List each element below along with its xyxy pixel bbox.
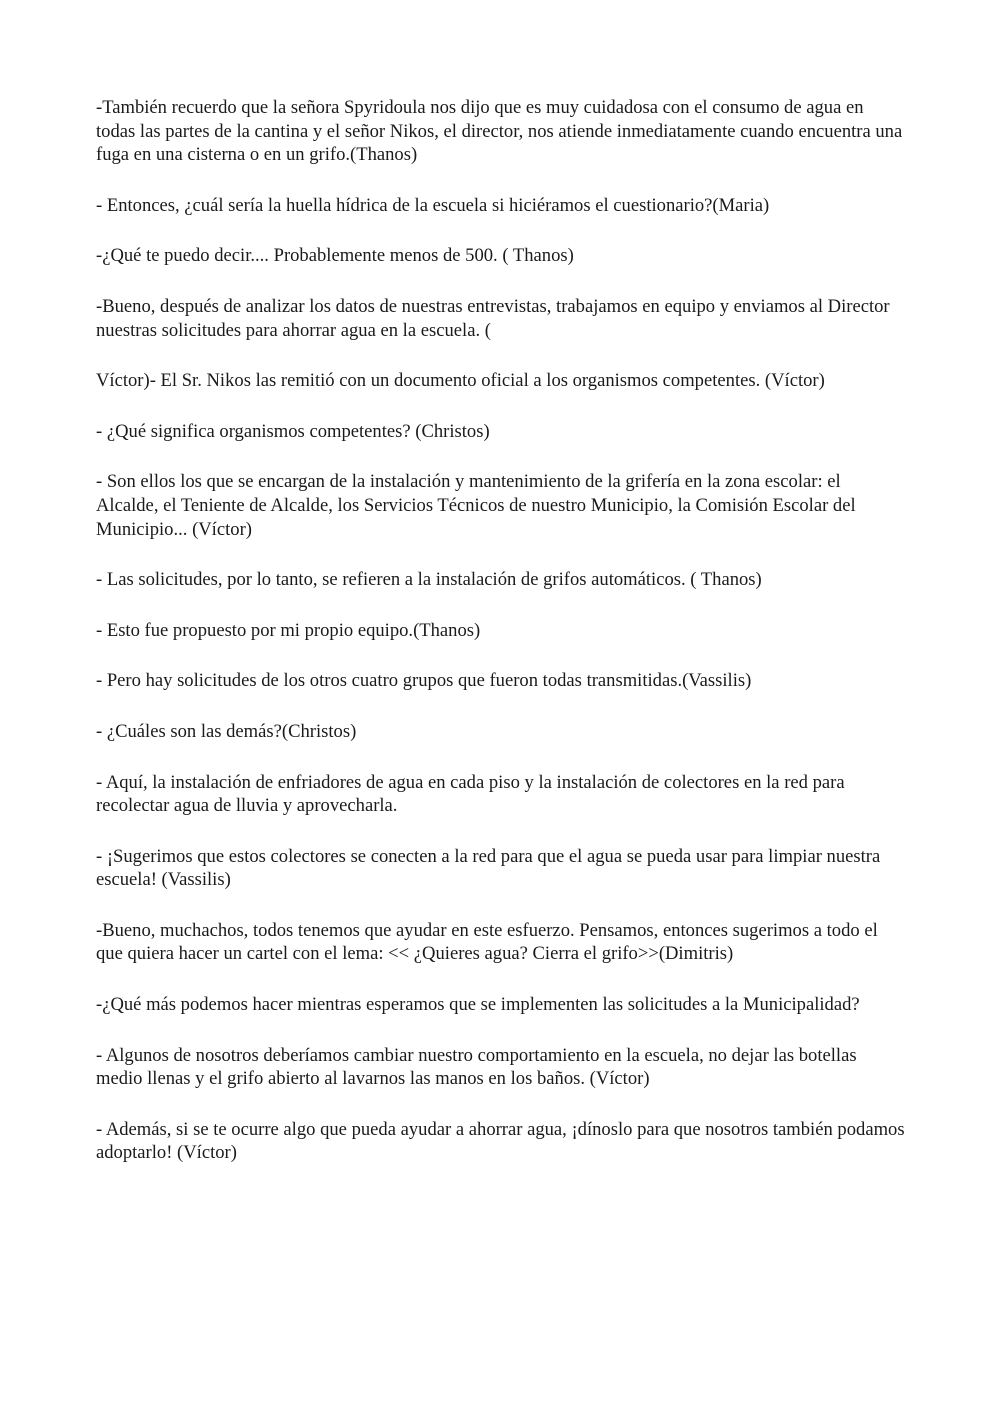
paragraph-6: - ¿Qué significa organismos competentes? (Christos) [96, 420, 490, 442]
paragraph-2: - Entonces, ¿cuál sería la huella hídrica de la escuela si hiciéramos el cuestionario?(Maria) [96, 194, 770, 216]
paragraph-14: -Bueno, muchachos, todos tenemos que ayudar en este esfuerzo. Pensamos, entonces sugerimos a todo el que quiera hacer un cartel con el lema: << ¿Quieres agua? Cierra el grifo>>(Dimitris) [96, 919, 878, 965]
paragraph-17: - Además, si se te ocurre algo que pueda ayudar a ahorrar agua, ¡dínoslo para que nosotros también podamos adoptarlo! (Víctor) [96, 1118, 905, 1164]
paragraph-3: -¿Qué te puedo decir.... Probablemente menos de 500. ( Thanos) [96, 245, 574, 267]
paragraph-9: - Esto fue propuesto por mi propio equipo.(Thanos) [96, 619, 481, 641]
paragraph-7: - Son ellos los que se encargan de la instalación y mantenimiento de la grifería en la zona escolar: el Alcalde, el Teniente de Alcalde, los Servicios Técnicos de nuestro Municipio, la Comisión Escolar del Municipio... (Víctor) [96, 471, 856, 540]
document-page [96, 96, 906, 1192]
paragraph-4: -Bueno, después de analizar los datos de nuestras entrevistas, trabajamos en equipo y enviamos al Director nuestras solicitudes para ahorrar agua en la escuela. ( [96, 295, 890, 341]
paragraph-16: - Algunos de nosotros deberíamos cambiar nuestro comportamiento en la escuela, no dejar las botellas medio llenas y el grifo abierto al lavarnos las manos en los baños. (Víctor) [96, 1044, 857, 1090]
paragraph-5: Víctor)- El Sr. Nikos las remitió con un documento oficial a los organismos competentes. (Víctor) [96, 370, 825, 392]
paragraph-13: - ¡Sugerimos que estos colectores se conecten a la red para que el agua se pueda usar para limpiar nuestra escuela! (Vassilis) [96, 845, 881, 891]
paragraph-11: - ¿Cuáles son las demás?(Christos) [96, 720, 357, 742]
paragraph-12: - Aquí, la instalación de enfriadores de agua en cada piso y la instalación de colectores en la red para recolectar agua de lluvia y aprovecharla. [96, 771, 845, 817]
paragraph-15: -¿Qué más podemos hacer mientras esperamos que se implementen las solicitudes a la Municipalidad? [96, 994, 860, 1016]
paragraph-1: -También recuerdo que la señora Spyridoula nos dijo que es muy cuidadosa con el consumo de agua en todas las partes de la cantina y el señor Nikos, el director, nos atiende inmediatamente cuando encuentra una fuga en una cisterna o en un grifo.(Thanos) [96, 97, 903, 166]
paragraph-8: - Las solicitudes, por lo tanto, se refieren a la instalación de grifos automáticos. ( Thanos) [96, 569, 762, 591]
paragraph-10: - Pero hay solicitudes de los otros cuatro grupos que fueron todas transmitidas.(Vassilis) [96, 670, 752, 692]
